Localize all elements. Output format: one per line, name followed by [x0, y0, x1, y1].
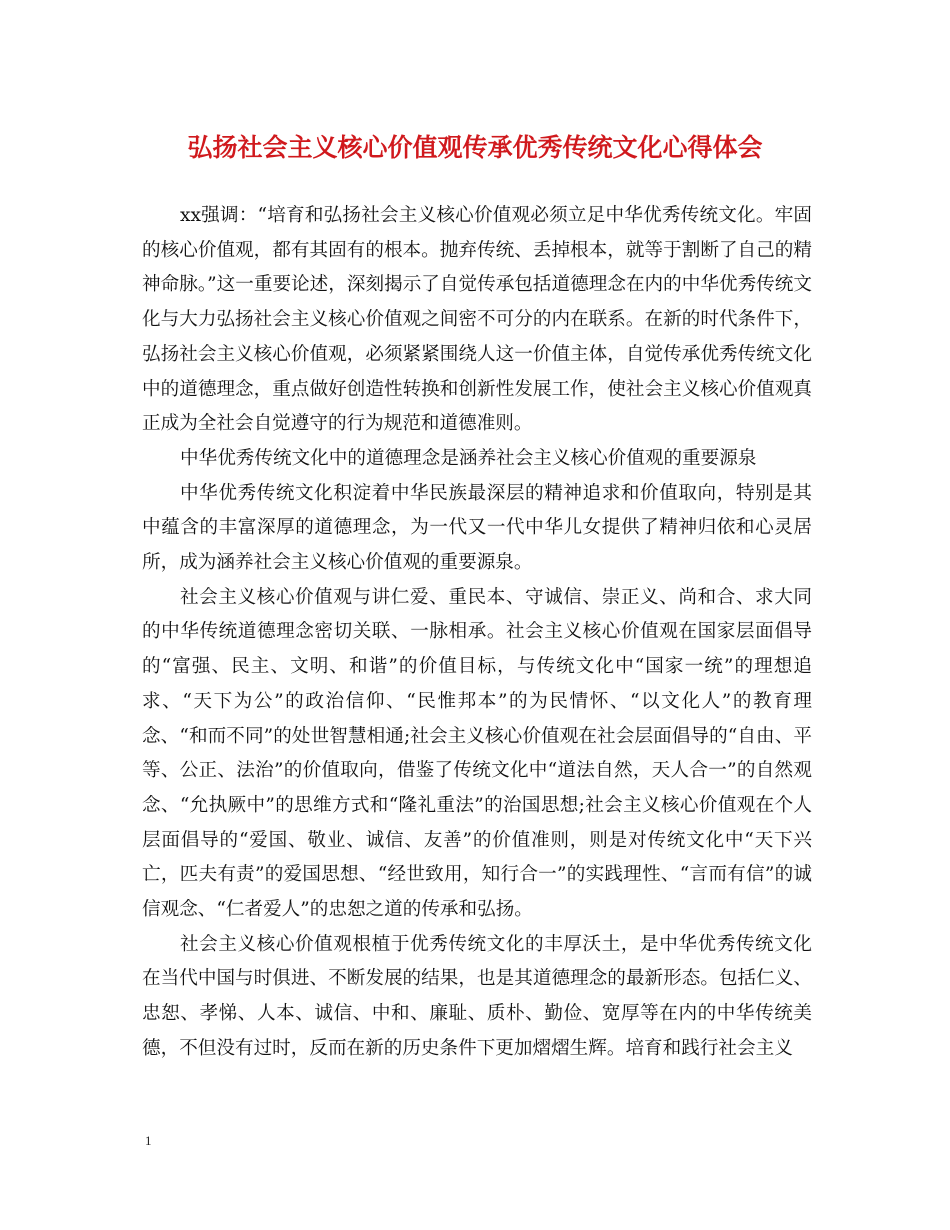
- paragraph-source: 中华优秀传统文化积淀着中华民族最深层的精神追求和价值取向，特别是其中蕴含的丰富深厚的道德理念，为一代又一代中华儿女提供了精神归依和心灵居所，成为涵养社会主义核心价值观的重要源泉。: [142, 482, 812, 574]
- paragraph-intro: xx强调：“培育和弘扬社会主义核心价值观必须立足中华优秀传统文化。牢固的核心价值观，都有其固有的根本。抛弃传统、丢掉根本，就等于割断了自己的精神命脉。”这一重要论述，深刻揭示了自觉传承包括道德理念在内的中华优秀传统文化与大力弘扬社会主义核心价值观之间密不可分的内在联系。在新的时代条件下，弘扬社会主义核心价值观，必须紧紧围绕人这一价值主体，自觉传承优秀传统文化中的道德理念，重点做好创造性转换和创新性发展工作，使社会主义核心价值观真正成为全社会自觉遵守的行为规范和道德准则。: [142, 205, 812, 435]
- paragraph-roots: 社会主义核心价值观根植于优秀传统文化的丰厚沃土，是中华优秀传统文化在当代中国与时俱进、不断发展的结果，也是其道德理念的最新形态。包括仁义、忠恕、孝悌、人本、诚信、中和、廉耻、质朴、勤俭、宽厚等在内的中华传统美德，不但没有过时，反而在新的历史条件下更加熠熠生辉。培育和践行社会主义: [142, 933, 812, 1059]
- page-number: 1: [145, 1133, 152, 1148]
- paragraph-section-heading: 中华优秀传统文化中的道德理念是涵养社会主义核心价值观的重要源泉: [180, 447, 757, 469]
- document-body: [142, 199, 812, 1067]
- document-title: 弘扬社会主义核心价值观传承优秀传统文化心得体会: [187, 133, 763, 162]
- paragraph-connection: 社会主义核心价值观与讲仁爱、重民本、守诚信、崇正义、尚和合、求大同的中华传统道德理念密切关联、一脉相承。社会主义核心价值观在国家层面倡导的“富强、民主、文明、和谐”的价值目标，与传统文化中“国家一统”的理想追求、“天下为公”的政治信仰、“民惟邦本”的为民情怀、“以文化人”的教育理念、“和而不同”的处世智慧相通;社会主义核心价值观在社会层面倡导的“自由、平等、公正、法治”的价值取向，借鉴了传统文化中“道法自然，天人合一”的自然观念、“允执厥中”的思维方式和“隆礼重法”的治国思想;社会主义核心价值观在个人层面倡导的“爱国、敬业、诚信、友善”的价值准则，则是对传统文化中“天下兴亡，匹夫有责”的爱国思想、“经世致用，知行合一”的实践理性、“言而有信”的诚信观念、“仁者爱人”的忠恕之道的传承和弘扬。: [142, 586, 812, 921]
